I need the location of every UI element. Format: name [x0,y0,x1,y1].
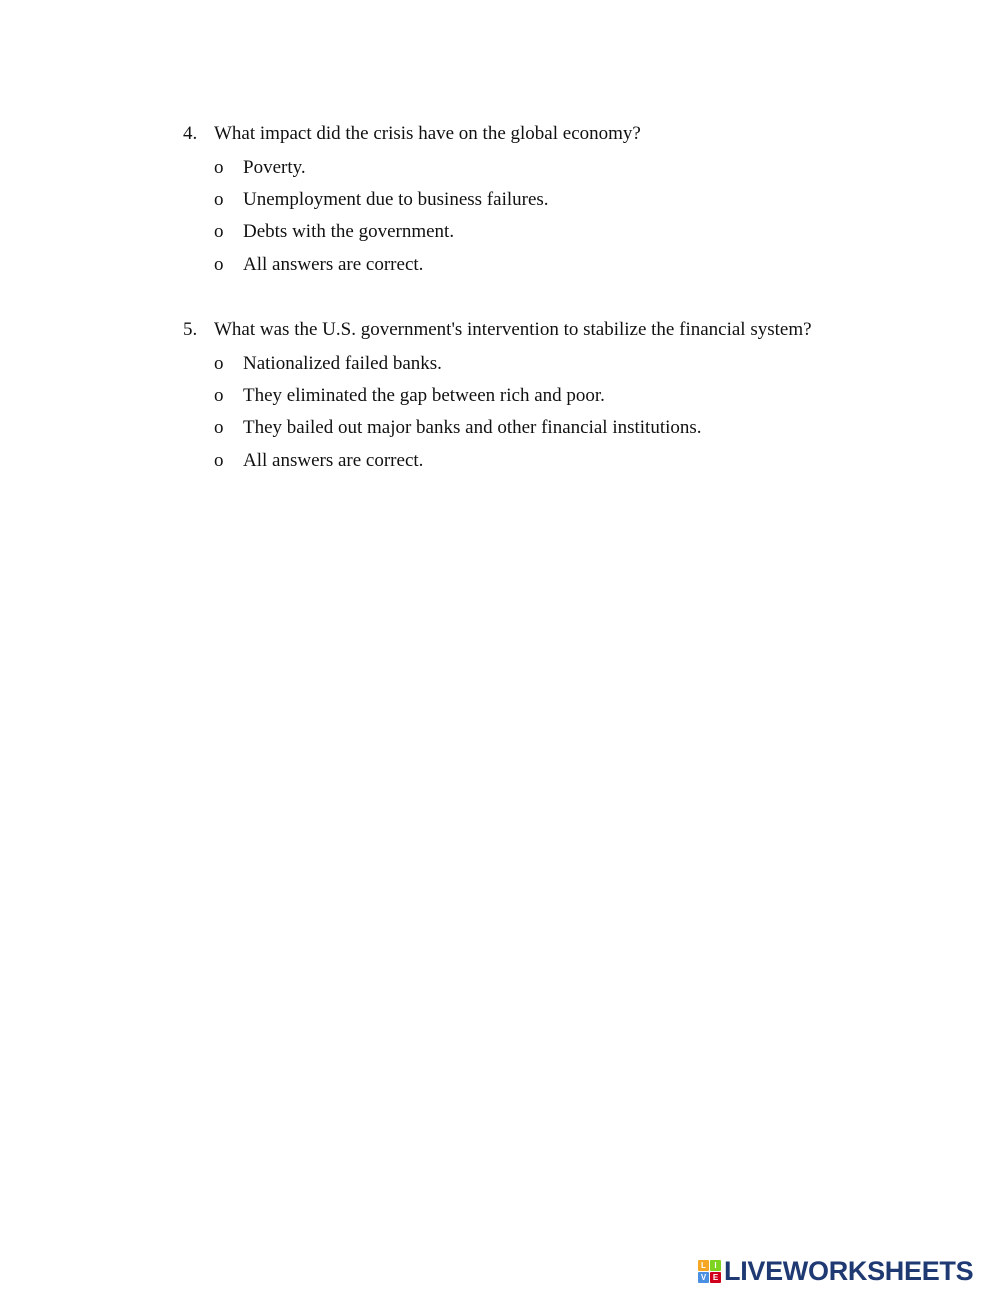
logo-tile: I [710,1260,721,1271]
liveworksheets-logo-icon [698,1260,721,1283]
option-label: They eliminated the gap between rich and poor. [243,385,605,406]
question-number: 4. [183,123,198,144]
question-text: What was the U.S. government's intervention to stabilize the financial system? [214,319,812,340]
logo-tile: E [710,1272,721,1283]
option-label: Unemployment due to business failures. [243,189,549,210]
option-label: Debts with the government. [243,221,455,242]
option-bullet-icon: o [214,450,224,471]
option-bullet-icon: o [214,385,224,406]
option-label: Nationalized failed banks. [243,353,442,374]
option-bullet-icon: o [214,157,224,178]
logo-tile: V [698,1272,709,1283]
liveworksheets-logo [698,1256,973,1286]
option-label: Poverty. [243,157,306,178]
option-bullet-icon: o [214,254,224,275]
option-label: All answers are correct. [243,450,424,471]
question-text: What impact did the crisis have on the global economy? [214,123,641,144]
option-bullet-icon: o [214,353,224,374]
option-bullet-icon: o [214,417,224,438]
question-number: 5. [183,319,198,340]
option-bullet-icon: o [214,189,224,210]
option-label: All answers are correct. [243,254,424,275]
logo-tile: L [698,1260,709,1271]
option-bullet-icon: o [214,221,224,242]
brand-wordmark: LIVEWORKSHEETS [724,1256,974,1286]
option-label: They bailed out major banks and other financial institutions. [243,417,702,438]
